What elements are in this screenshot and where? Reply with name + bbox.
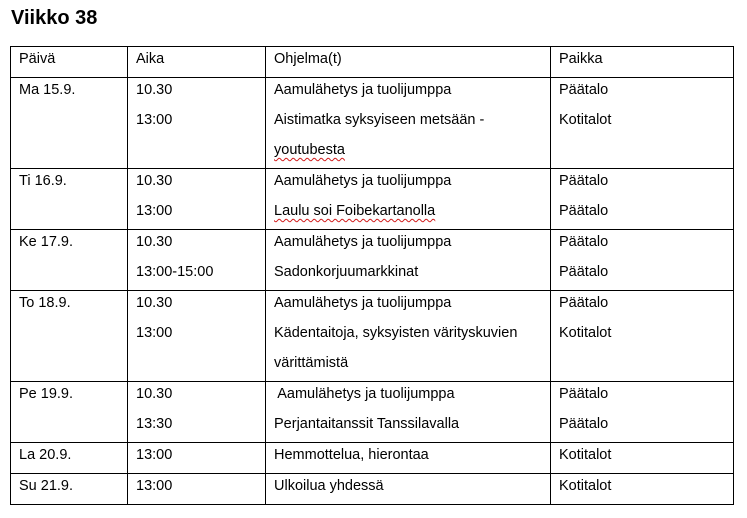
- time-cell: [128, 169, 266, 230]
- time-text: 10.30: [136, 386, 173, 402]
- table-row: [11, 443, 734, 474]
- time-text: 10.30: [136, 295, 173, 311]
- program-cell: [266, 474, 551, 505]
- day-cell: [11, 291, 128, 382]
- program-text: Perjantaitanssit Tanssilavalla: [274, 416, 460, 432]
- day-cell: [11, 443, 128, 474]
- time-text: 13:00: [136, 325, 173, 341]
- table-row: [11, 230, 734, 291]
- program-cell: [266, 291, 551, 382]
- time-text: 13:00: [136, 203, 173, 219]
- column-header-time: Aika: [128, 47, 266, 78]
- program-text: Laulu soi Foibekartanolla: [274, 203, 436, 219]
- column-header-day: Päivä: [11, 47, 128, 78]
- time-cell: [128, 291, 266, 382]
- time-cell: [128, 230, 266, 291]
- day-cell: [11, 230, 128, 291]
- time-text: 13:00: [136, 478, 173, 494]
- day-text: Ke 17.9.: [19, 234, 74, 250]
- program-text: Ulkoilua yhdessä: [274, 478, 384, 494]
- place-cell: [551, 443, 734, 474]
- place-text: Päätalo: [559, 295, 609, 311]
- program-text: Aamulähetys ja tuolijumppa: [274, 234, 452, 250]
- program-text: Kädentaitoja, syksyisten värityskuvien: [274, 325, 518, 341]
- place-cell: [551, 291, 734, 382]
- program-text: Aamulähetys ja tuolijumppa: [274, 295, 452, 311]
- place-text: Päätalo: [559, 416, 609, 432]
- time-cell: [128, 443, 266, 474]
- time-text: 13:30: [136, 416, 173, 432]
- day-cell: [11, 169, 128, 230]
- table-row: [11, 78, 734, 169]
- table-row: [11, 169, 734, 230]
- table-row: [11, 474, 734, 505]
- program-cell: [266, 443, 551, 474]
- table-row: [11, 382, 734, 443]
- program-text: Aamulähetys ja tuolijumppa: [274, 82, 452, 98]
- time-text: 10.30: [136, 82, 173, 98]
- program-text: Aamulähetys ja tuolijumppa: [274, 386, 455, 402]
- schedule-table: [10, 46, 734, 505]
- place-cell: [551, 382, 734, 443]
- place-cell: [551, 230, 734, 291]
- day-cell: [11, 382, 128, 443]
- time-text: 10.30: [136, 234, 173, 250]
- time-cell: [128, 474, 266, 505]
- place-text: Kotitalot: [559, 447, 612, 463]
- program-text: värittämistä: [274, 355, 349, 371]
- day-text: La 20.9.: [19, 447, 72, 463]
- program-text: Sadonkorjuumarkkinat: [274, 264, 419, 280]
- day-text: Pe 19.9.: [19, 386, 74, 402]
- day-text: Su 21.9.: [19, 478, 74, 494]
- place-text: Päätalo: [559, 203, 609, 219]
- place-text: Kotitalot: [559, 478, 612, 494]
- day-cell: [11, 474, 128, 505]
- place-text: Päätalo: [559, 264, 609, 280]
- day-text: To 18.9.: [19, 295, 71, 311]
- page-title: Viikko 38: [11, 7, 98, 29]
- table-row: [11, 291, 734, 382]
- place-text: Päätalo: [559, 386, 609, 402]
- time-cell: [128, 382, 266, 443]
- place-text: Päätalo: [559, 82, 609, 98]
- place-cell: [551, 169, 734, 230]
- column-header-program: Ohjelma(t): [266, 47, 551, 78]
- day-text: Ma 15.9.: [19, 82, 76, 98]
- place-text: Kotitalot: [559, 112, 612, 128]
- place-text: Kotitalot: [559, 325, 612, 341]
- column-header-place: Paikka: [551, 47, 734, 78]
- program-cell: [266, 78, 551, 169]
- table-header-row: [11, 47, 734, 78]
- program-cell: [266, 169, 551, 230]
- program-text: Aistimatka syksyiseen metsään -: [274, 112, 485, 128]
- time-text: 13:00: [136, 112, 173, 128]
- place-text: Päätalo: [559, 173, 609, 189]
- program-text: youtubesta: [274, 142, 345, 158]
- day-text: Ti 16.9.: [19, 173, 67, 189]
- place-cell: [551, 78, 734, 169]
- place-cell: [551, 474, 734, 505]
- program-cell: [266, 230, 551, 291]
- program-text: Hemmottelua, hierontaa: [274, 447, 429, 463]
- time-cell: [128, 78, 266, 169]
- time-text: 13:00-15:00: [136, 264, 214, 280]
- program-text: Aamulähetys ja tuolijumppa: [274, 173, 452, 189]
- program-cell: [266, 382, 551, 443]
- time-text: 13:00: [136, 447, 173, 463]
- day-cell: [11, 78, 128, 169]
- time-text: 10.30: [136, 173, 173, 189]
- place-text: Päätalo: [559, 234, 609, 250]
